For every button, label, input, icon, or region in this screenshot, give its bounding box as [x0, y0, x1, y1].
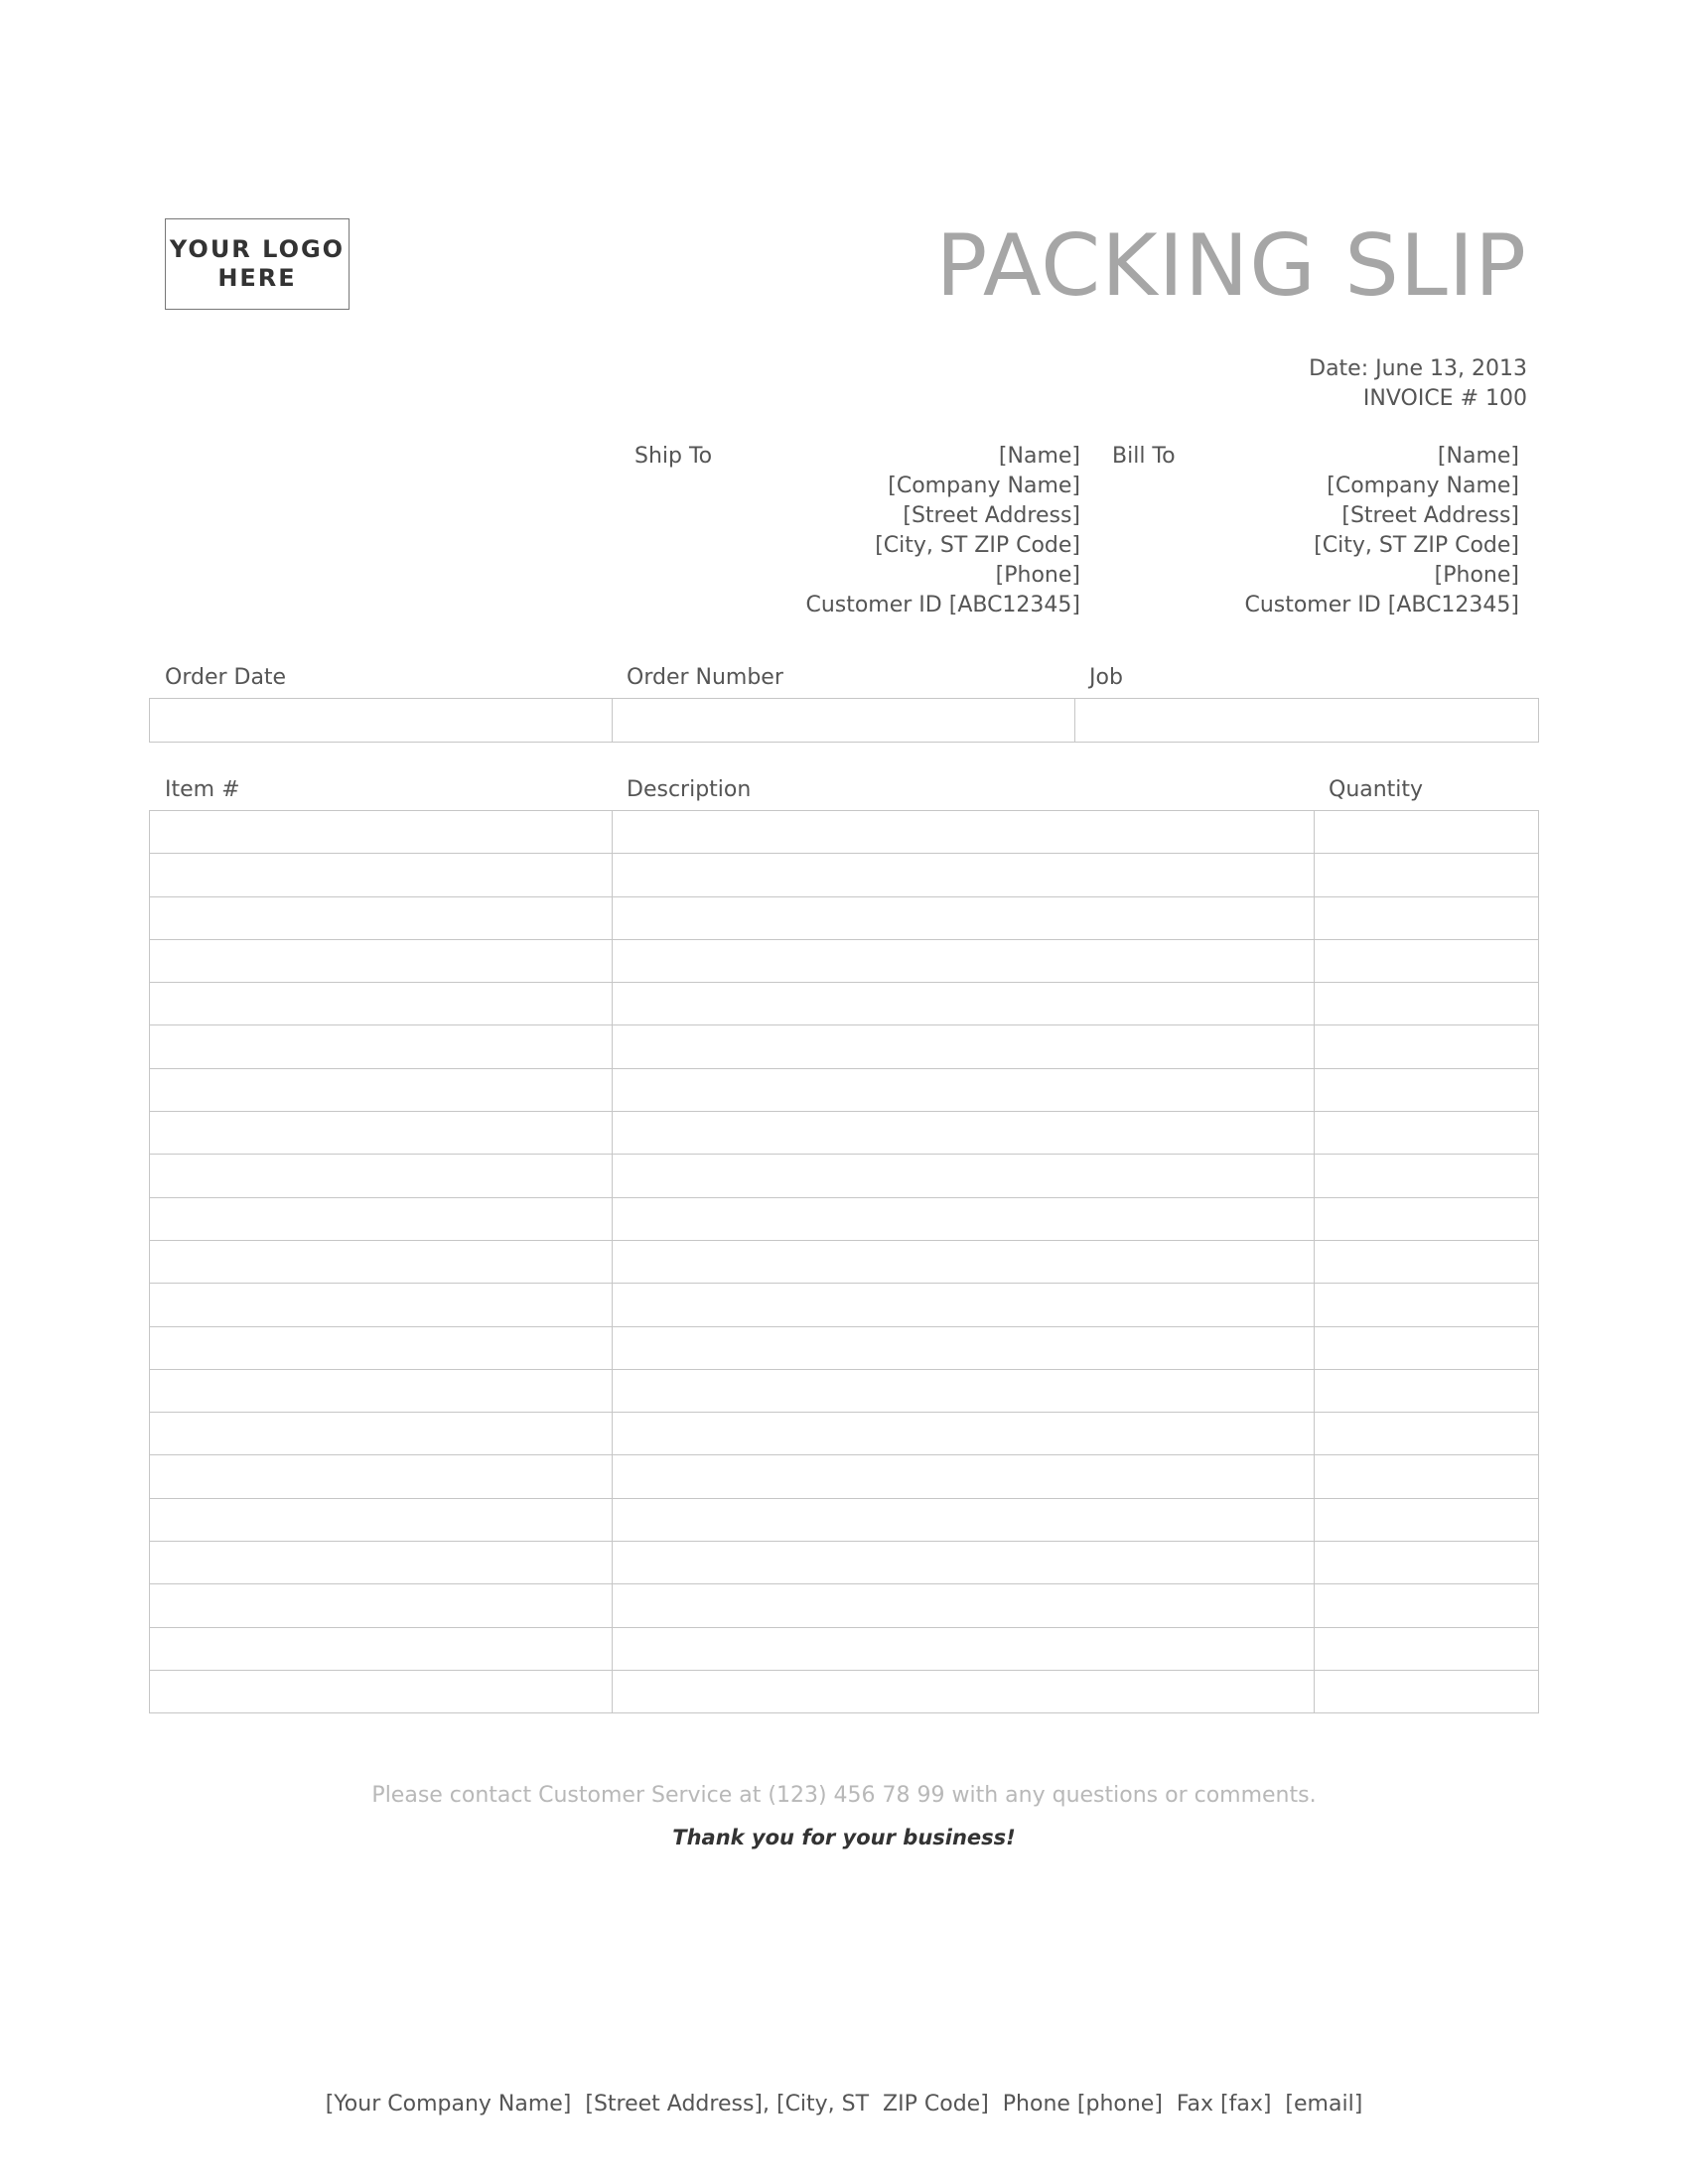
quantity-cell[interactable] [1315, 1584, 1539, 1627]
item-number-cell[interactable] [150, 1155, 613, 1197]
description-cell[interactable] [613, 1498, 1315, 1541]
quantity-cell[interactable] [1315, 1369, 1539, 1412]
description-cell[interactable] [613, 1197, 1315, 1240]
bill-to-phone: [Phone] [1434, 563, 1519, 588]
item-number-cell[interactable] [150, 811, 613, 854]
quantity-cell[interactable] [1315, 854, 1539, 896]
order-date-cell[interactable] [150, 699, 613, 743]
item-number-cell[interactable] [150, 983, 613, 1025]
quantity-cell[interactable] [1315, 1326, 1539, 1369]
item-number-cell[interactable] [150, 896, 613, 939]
items-table [149, 810, 1539, 1713]
ship-to-customer-id: Customer ID [ABC12345] [805, 593, 1080, 617]
description-cell[interactable] [613, 1284, 1315, 1326]
item-number-cell[interactable] [150, 1326, 613, 1369]
item-row [150, 1498, 1539, 1541]
item-row [150, 1369, 1539, 1412]
item-row [150, 983, 1539, 1025]
description-cell[interactable] [613, 1670, 1315, 1712]
item-number-cell[interactable] [150, 854, 613, 896]
description-cell[interactable] [613, 939, 1315, 982]
description-cell[interactable] [613, 1455, 1315, 1498]
quantity-cell[interactable] [1315, 1627, 1539, 1670]
order-date-header: Order Date [165, 665, 287, 690]
item-number-cell[interactable] [150, 1670, 613, 1712]
bill-to-street: [Street Address] [1341, 503, 1519, 528]
item-row [150, 939, 1539, 982]
item-row [150, 1413, 1539, 1455]
quantity-cell[interactable] [1315, 1413, 1539, 1455]
item-number-cell[interactable] [150, 1627, 613, 1670]
quantity-cell[interactable] [1315, 1112, 1539, 1155]
item-number-header: Item # [165, 777, 240, 802]
description-cell[interactable] [613, 1068, 1315, 1111]
description-header: Description [627, 777, 752, 802]
item-row [150, 1542, 1539, 1584]
item-number-cell[interactable] [150, 939, 613, 982]
quantity-cell[interactable] [1315, 1197, 1539, 1240]
ship-to-address [805, 442, 1080, 620]
description-cell[interactable] [613, 896, 1315, 939]
order-number-header: Order Number [627, 665, 783, 690]
item-row [150, 896, 1539, 939]
quantity-cell[interactable] [1315, 1542, 1539, 1584]
quantity-cell[interactable] [1315, 1284, 1539, 1326]
item-row [150, 1584, 1539, 1627]
item-number-cell[interactable] [150, 1284, 613, 1326]
item-row [150, 1670, 1539, 1712]
item-number-cell[interactable] [150, 1413, 613, 1455]
ship-to-city: [City, ST ZIP Code] [875, 533, 1080, 558]
document-title: PACKING SLIP [935, 216, 1527, 316]
item-number-cell[interactable] [150, 1112, 613, 1155]
description-cell[interactable] [613, 1542, 1315, 1584]
item-number-cell[interactable] [150, 1584, 613, 1627]
customer-service-note: Please contact Customer Service at (123) 456 78 99 with any questions or comments. [371, 1783, 1317, 1808]
description-cell[interactable] [613, 983, 1315, 1025]
description-cell[interactable] [613, 1627, 1315, 1670]
logo-text-line-1: YOUR LOGO [169, 235, 346, 263]
description-cell[interactable] [613, 1369, 1315, 1412]
item-number-cell[interactable] [150, 1542, 613, 1584]
item-row [150, 1197, 1539, 1240]
invoice-number: INVOICE # 100 [1362, 386, 1527, 411]
item-row [150, 1068, 1539, 1111]
logo-placeholder [165, 218, 350, 310]
item-row [150, 1025, 1539, 1068]
quantity-cell[interactable] [1315, 1670, 1539, 1712]
description-cell[interactable] [613, 1112, 1315, 1155]
bill-to-address [1244, 442, 1519, 620]
job-cell[interactable] [1075, 699, 1539, 743]
quantity-cell[interactable] [1315, 811, 1539, 854]
description-cell[interactable] [613, 1413, 1315, 1455]
description-cell[interactable] [613, 1326, 1315, 1369]
quantity-header: Quantity [1329, 777, 1424, 802]
ship-to-street: [Street Address] [903, 503, 1080, 528]
bill-to-customer-id: Customer ID [ABC12345] [1244, 593, 1519, 617]
thank-you-message: Thank you for your business! [672, 1826, 1016, 1849]
item-number-cell[interactable] [150, 1197, 613, 1240]
quantity-cell[interactable] [1315, 896, 1539, 939]
description-cell[interactable] [613, 811, 1315, 854]
item-row [150, 854, 1539, 896]
item-row [150, 1240, 1539, 1283]
quantity-cell[interactable] [1315, 1498, 1539, 1541]
item-number-cell[interactable] [150, 1455, 613, 1498]
description-cell[interactable] [613, 1584, 1315, 1627]
item-row [150, 811, 1539, 854]
bill-to-city: [City, ST ZIP Code] [1314, 533, 1519, 558]
item-row [150, 1627, 1539, 1670]
quantity-cell[interactable] [1315, 1025, 1539, 1068]
quantity-cell[interactable] [1315, 1455, 1539, 1498]
item-row [150, 1284, 1539, 1326]
item-number-cell[interactable] [150, 1068, 613, 1111]
item-number-cell[interactable] [150, 1025, 613, 1068]
quantity-cell[interactable] [1315, 939, 1539, 982]
ship-to-name: [Name] [998, 444, 1080, 469]
order-number-cell[interactable] [613, 699, 1075, 743]
order-info-row [150, 699, 1539, 743]
bill-to-name: [Name] [1437, 444, 1519, 469]
quantity-cell[interactable] [1315, 1155, 1539, 1197]
description-cell[interactable] [613, 1155, 1315, 1197]
job-header: Job [1089, 665, 1123, 690]
bill-to-label: Bill To [1112, 444, 1176, 469]
item-number-cell[interactable] [150, 1498, 613, 1541]
date-line: Date: June 13, 2013 [1309, 356, 1527, 381]
ship-to-label: Ship To [634, 444, 713, 469]
item-row [150, 1112, 1539, 1155]
ship-to-company: [Company Name] [888, 474, 1080, 498]
quantity-cell[interactable] [1315, 1240, 1539, 1283]
quantity-cell[interactable] [1315, 983, 1539, 1025]
order-info-table [149, 698, 1539, 743]
bill-to-company: [Company Name] [1327, 474, 1519, 498]
quantity-cell[interactable] [1315, 1068, 1539, 1111]
description-cell[interactable] [613, 1240, 1315, 1283]
ship-to-phone: [Phone] [995, 563, 1080, 588]
company-footer: [Your Company Name] [Street Address], [City, ST ZIP Code] Phone [phone] Fax [fax] [email] [325, 2092, 1363, 2116]
item-number-cell[interactable] [150, 1240, 613, 1283]
logo-text-line-2: HERE [217, 264, 297, 292]
description-cell[interactable] [613, 854, 1315, 896]
item-row [150, 1455, 1539, 1498]
description-cell[interactable] [613, 1025, 1315, 1068]
item-number-cell[interactable] [150, 1369, 613, 1412]
item-row [150, 1155, 1539, 1197]
item-row [150, 1326, 1539, 1369]
